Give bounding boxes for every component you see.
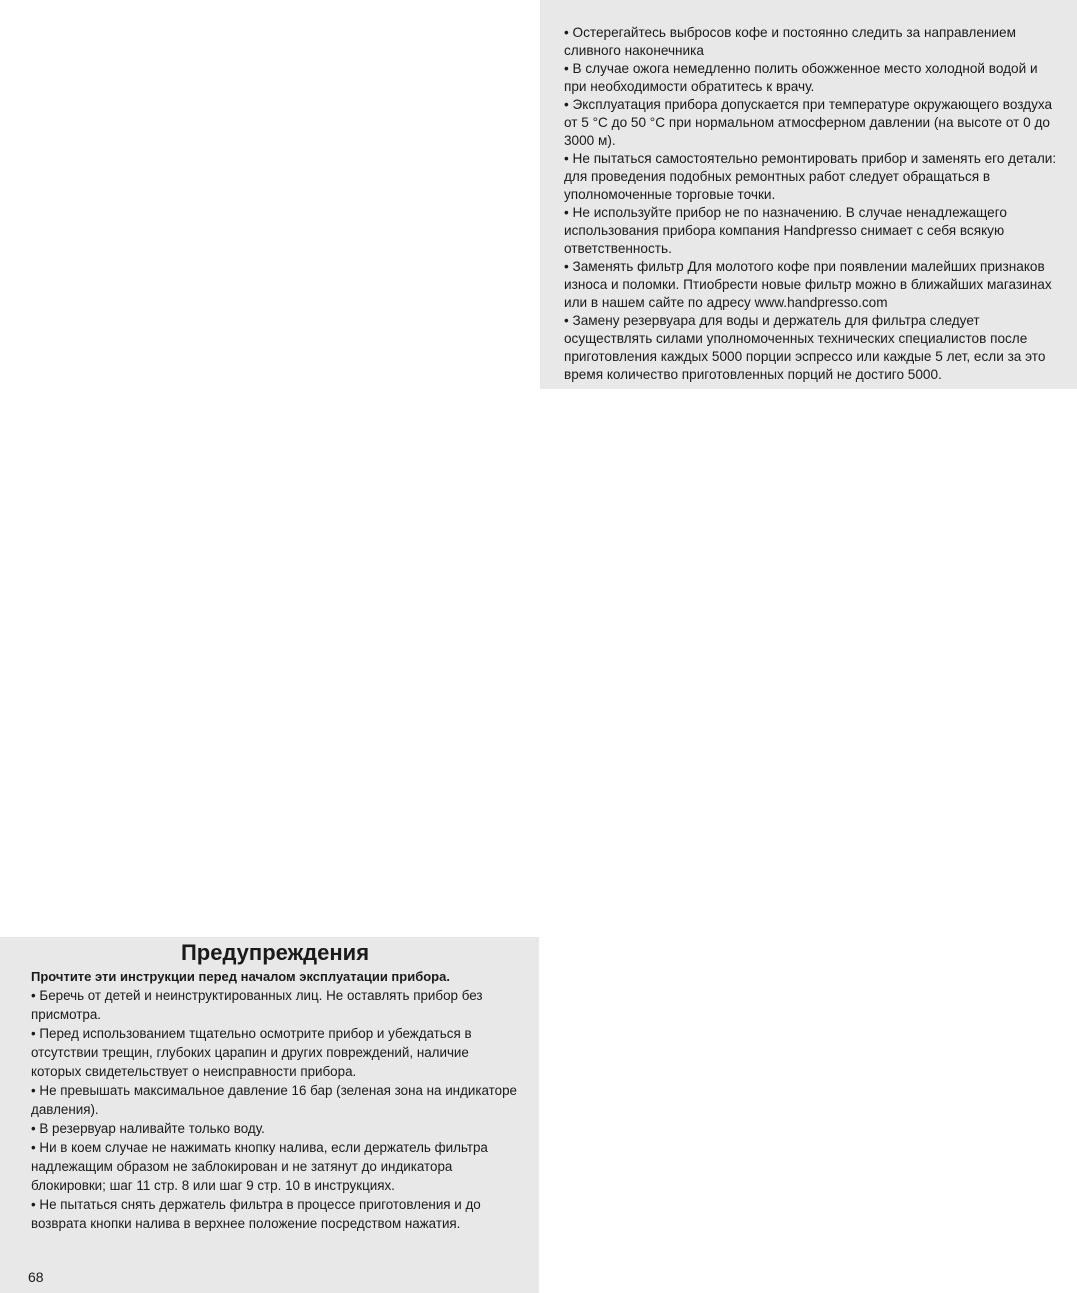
warning-item: • Не используйте прибор не по назначению. В случае ненадлежащего использования прибора компания Handpresso снимает с себя всякую ответственность. (564, 205, 1007, 256)
warning-item: • В случае ожога немедленно полить обожженное место холодной водой и при необходимости обратитесь к врачу. (564, 61, 1038, 94)
page-number: 68 (28, 1269, 44, 1285)
warning-item: • Не пытаться снять держатель фильтра в процессе приготовления и до возврата кнопки налива в верхнее положение посредством нажатия. (31, 1197, 481, 1231)
warning-item: • Беречь от детей и неинструктированных лиц. Не оставлять прибор без присмотра. (31, 988, 483, 1022)
warning-item: • Замену резервуара для воды и держатель для фильтра следует осуществлять силами уполномоченных технических специалистов после приготовления каждых 5000 порции эспрессо или каждые 5 лет, если за это время количество приготовленных порций не достиго 5000. (564, 313, 1046, 382)
page-title: Предупреждения (180, 940, 370, 965)
warning-item: • Ни в коем случае не нажимать кнопку налива, если держатель фильтра надлежащим образом не заблокирован и не затянут до индикатора блокировки; шаг 11 стр. 8 или шаг 9 стр. 10 в инструкциях. (31, 1140, 488, 1193)
warnings-panel (0, 937, 539, 1293)
warning-item: • Не пытаться самостоятельно ремонтировать прибор и заменять его детали: для проведения подобных ремонтных работ следует обращаться в уполномоченные торговые точки. (564, 151, 1057, 202)
warnings-continued-panel (540, 0, 1077, 389)
warning-item: • Остерегайтесь выбросов кофе и постоянно следить за направлением сливного наконечника (564, 25, 1016, 58)
warning-item: • Заменять фильтр Для молотого кофе при появлении малейших признаков износа и поломки. Птиобрести новые фильтр можно в ближайших магазинах или в нашем сайте по адресу www.handpresso.com (564, 259, 1052, 310)
warning-item: • Перед использованием тщательно осмотрите прибор и убеждаться в отсутствии трещин, глубоких царапин и других повреждений, наличие которых свидетельствует о неисправности прибора. (31, 1026, 472, 1079)
warning-item: • Не превышать максимальное давление 16 бар (зеленая зона на индикаторе давления). (31, 1083, 517, 1117)
warning-item: • В резервуар наливайте только воду. (31, 1121, 265, 1136)
warning-item: • Эксплуатация прибора допускается при температуре окружающего воздуха от 5 °C до 50 °C при нормальном атмосферном давлении (на высоте от 0 до 3000 м). (564, 97, 1053, 148)
warnings-intro: Прочтите эти инструкции перед началом эксплуатации прибора. (31, 969, 450, 984)
